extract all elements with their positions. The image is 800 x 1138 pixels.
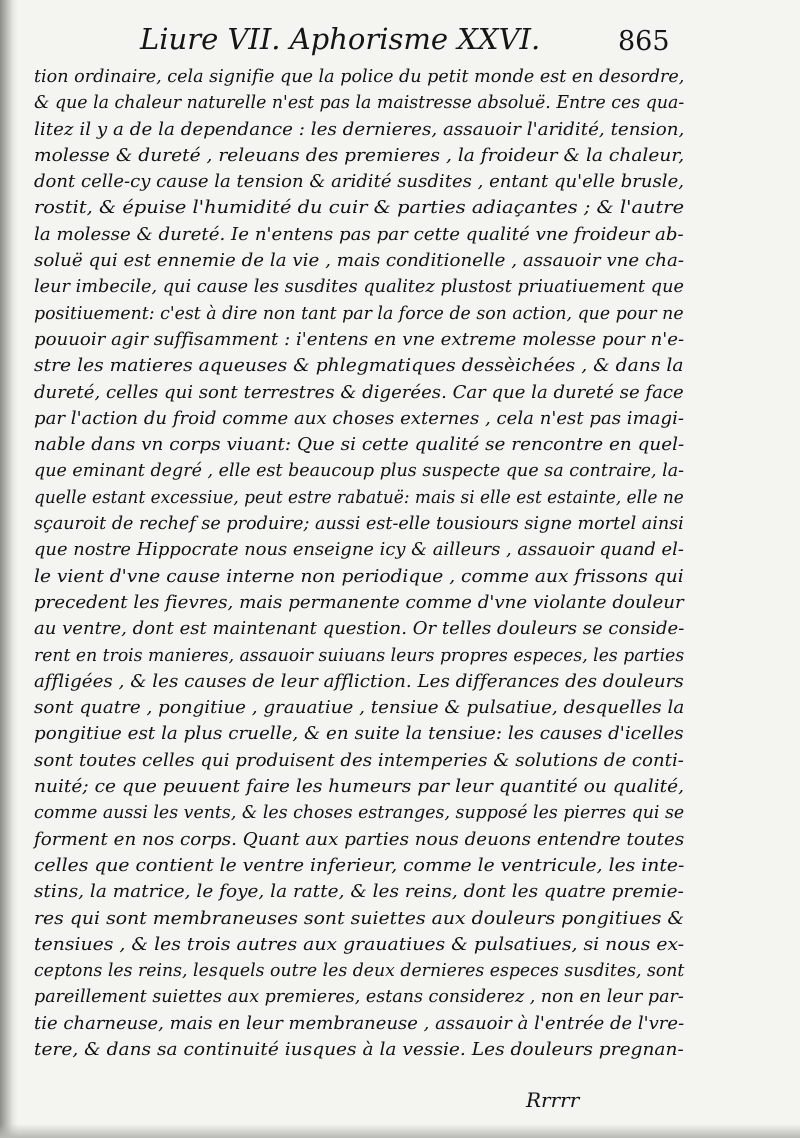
page-edge-shadow — [0, 0, 18, 1138]
text-line: nable dans vn corps viuant: Que si cette qualité se rencontre en quel- — [34, 434, 685, 456]
text-line: la molesse & dureté. Ie n'entens pas par cette qualité vne froideur ab- — [34, 223, 684, 245]
text-line: dureté, celles qui sont terrestres & digerées. Car que la dureté se face — [34, 381, 684, 403]
text-line: rent en trois manieres, assauoir suiuans leurs propres especes, les parties — [34, 644, 685, 666]
text-line: quelle estant excessiue, peut estre rabatuë: mais si elle est estainte, elle ne — [34, 486, 684, 508]
text-line: stre les matieres aqueuses & phlegmatiques dessèichées , & dans la — [34, 355, 684, 377]
text-line: leur imbecile, qui cause les susdites qualitez plustost priuatiuement que — [34, 276, 684, 298]
text-line: tion ordinaire, cela signifie que la police du petit monde est en desordre, — [34, 66, 685, 87]
text-line: au ventre, dont est maintenant question. Or telles douleurs se conside- — [34, 618, 685, 640]
page-bottom-shadow — [0, 1124, 800, 1138]
text-line: pouuoir agir suffisamment : i'entens en vne extreme molesse pour n'e- — [34, 328, 685, 350]
text-line: res qui sont membraneuses sont suiettes aux douleurs pongitiues & — [34, 907, 685, 929]
text-line: que nostre Hippocrate nous enseigne icy & ailleurs , assauoir quand el- — [34, 539, 684, 561]
text-line: que eminant degré , elle est beaucoup plus suspecte que sa contraire, la- — [34, 460, 685, 482]
text-line: & que la chaleur naturelle n'est pas la maistresse absoluë. Entre ces qua- — [34, 92, 685, 114]
running-title: Liure VII. Aphorisme XXVI. — [140, 22, 541, 56]
text-line: nuité; ce que peuuent faire les humeurs par leur quantité ou qualité, — [34, 776, 685, 798]
text-line: rostit, & épuise l'humidité du cuir & parties adiaçantes ; & l'autre — [34, 197, 685, 219]
text-line: tie charneuse, mais en leur membraneuse , assauoir à l'entrée de l'vre- — [34, 1012, 685, 1034]
text-line: affligées , & les causes de leur affliction. Les differances des douleurs — [34, 670, 684, 692]
text-line: tensiues , & les trois autres aux grauatiues & pulsatiues, si nous ex- — [34, 933, 685, 955]
text-line: soluë qui est ennemie de la vie , mais conditionelle , assauoir vne cha- — [34, 250, 685, 272]
text-line: ceptons les reins, lesquels outre les deux dernieres especes susdites, sont — [34, 960, 685, 982]
text-line: celles que contient le ventre inferieur, comme le ventricule, les inte- — [34, 854, 685, 876]
text-line: pareillement suiettes aux premieres, estans considerez , non en leur par- — [34, 986, 684, 1008]
signature-mark: Rrrrr — [526, 1088, 580, 1112]
text-line: molesse & dureté , releuans des premieres , la froideur & la chaleur, — [34, 144, 685, 166]
text-line: tere, & dans sa continuité iusques à la vessie. Les douleurs pregnan- — [34, 1038, 684, 1060]
text-line: sçauroit de rechef se produire; aussi est-elle tousiours signe mortel ainsi — [34, 513, 684, 535]
text-line: le vient d'vne cause interne non periodique , comme aux frissons qui — [34, 565, 684, 587]
body-text — [34, 64, 684, 1063]
page-number: 865 — [618, 26, 670, 57]
text-line: positiuement: c'est à dire non tant par la force de son action, que pour ne — [34, 302, 684, 324]
text-line: par l'action du froid comme aux choses externes , cela n'est pas imagi- — [34, 407, 685, 429]
text-line: precedent les fievres, mais permanente comme d'vne violante douleur — [34, 591, 684, 613]
text-line: sont quatre , pongitiue , grauatiue , tensiue & pulsatiue, desquelles la — [34, 697, 685, 719]
text-line: dont celle-cy cause la tension & aridité susdites , entant qu'elle brusle, — [34, 171, 684, 193]
text-line: litez il y a de la dependance : les dernieres, assauoir l'aridité, tension, — [34, 118, 685, 140]
text-line: comme aussi les vents, & les choses estranges, supposé les pierres qui se — [34, 802, 685, 824]
text-line: pongitiue est la plus cruelle, & en suite la tensiue: les causes d'icelles — [34, 723, 684, 745]
text-line: forment en nos corps. Quant aux parties nous deuons entendre toutes — [34, 828, 685, 850]
text-line: stins, la matrice, le foye, la ratte, & les reins, dont les quatre premie- — [34, 881, 684, 903]
text-line: sont toutes celles qui produisent des intemperies & solutions de conti- — [34, 749, 684, 771]
